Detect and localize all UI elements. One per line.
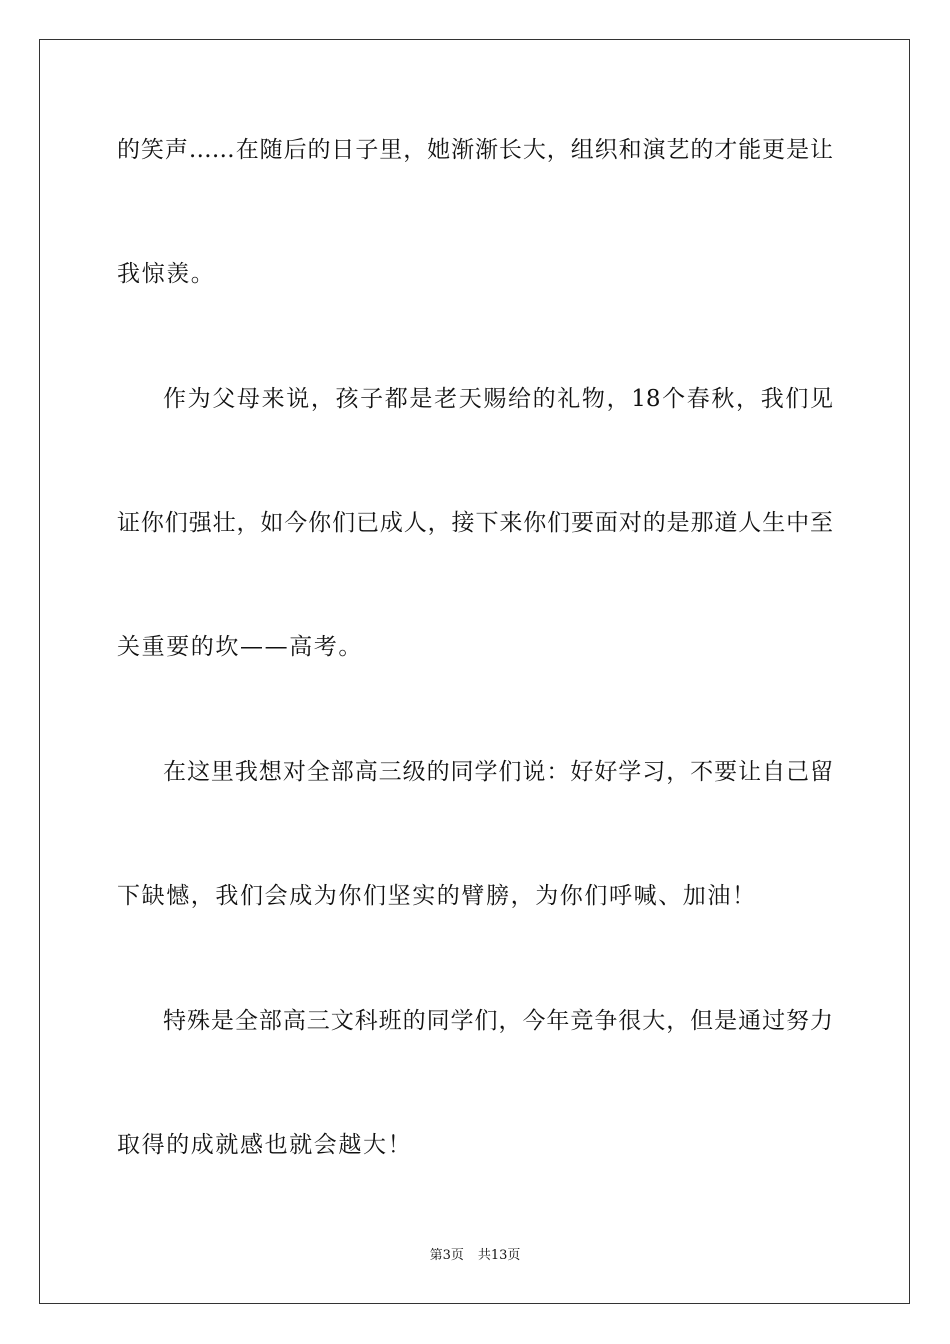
paragraph-first-line: 特殊是全部高三文科班的同学们，今年竞争很大，但是通过努力 (163, 1008, 833, 1034)
page-border (39, 39, 910, 1304)
text-line: 下缺憾，我们会成为你们坚实的臂膀，为你们呼喊、加油！ (117, 883, 757, 909)
text-line: 取得的成就感也就会越大！ (117, 1132, 413, 1158)
text-line: 我惊羡。 (117, 261, 216, 287)
page-number: 第3页 (429, 1248, 464, 1263)
page-total: 共13页 (477, 1248, 521, 1263)
page-footer (0, 1247, 950, 1265)
text-line: 的笑声……在随后的日子里，她渐渐长大，组织和演艺的才能更是让 (117, 137, 833, 163)
text-line: 关重要的坎——高考。 (117, 634, 363, 660)
paragraph-first-line: 作为父母来说，孩子都是老天赐给的礼物，18个春秋，我们见 (163, 386, 833, 412)
paragraph-first-line: 在这里我想对全部高三级的同学们说：好好学习，不要让自己留 (163, 759, 833, 785)
text-line: 证你们强壮，如今你们已成人，接下来你们要面对的是那道人生中至 (117, 510, 833, 536)
